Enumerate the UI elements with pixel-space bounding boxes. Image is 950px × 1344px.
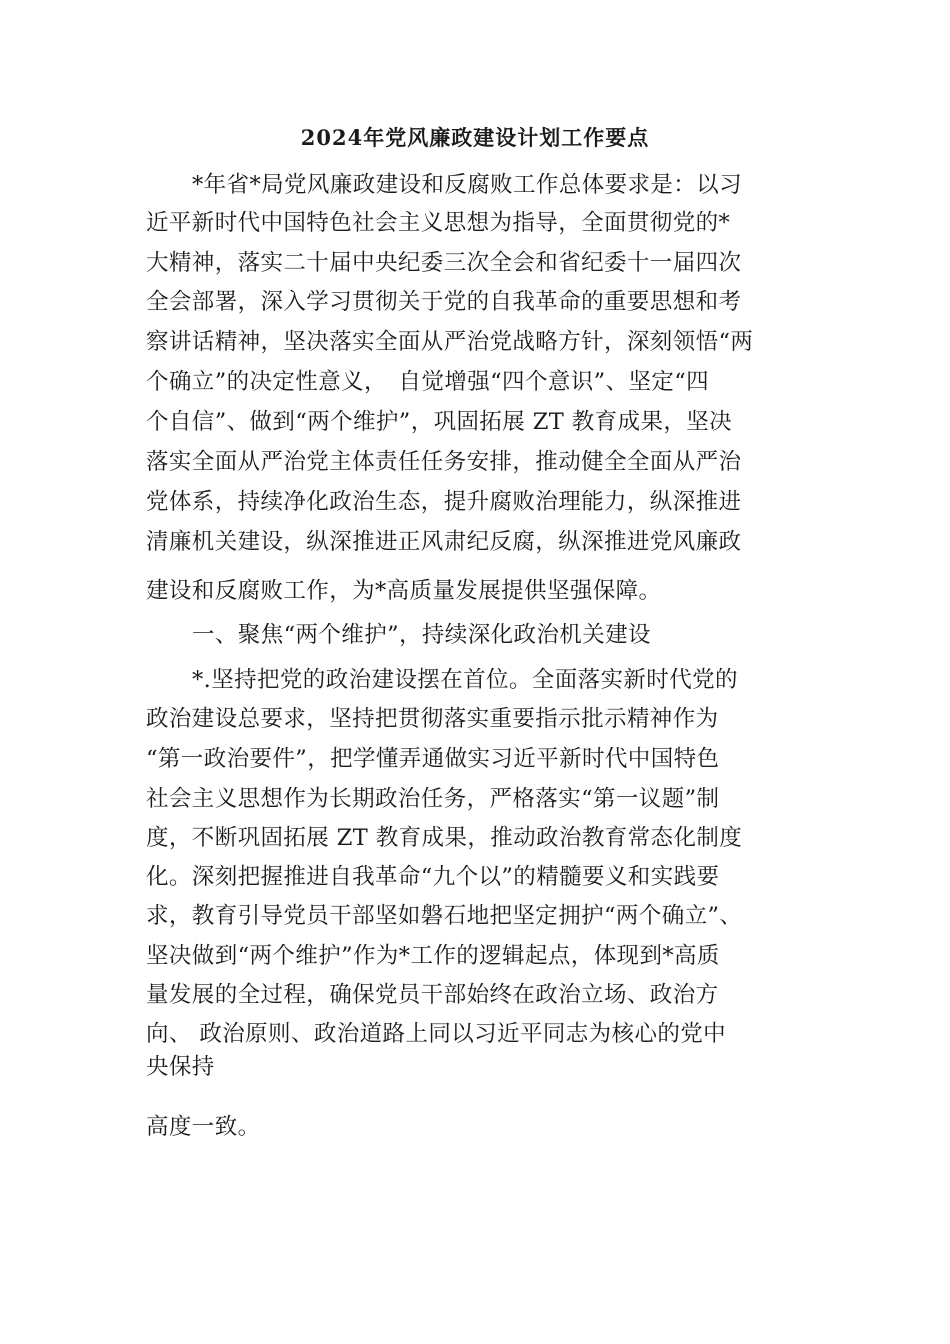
paragraph-line: 高度一致。 (146, 1114, 261, 1140)
paragraph-line: 全会部署，深入学习贯彻关于党的自我革命的重要思想和考 (146, 289, 742, 315)
paragraph-line: 个确立”的决定性意义， 自觉增强“四个意识”、坚定“四 (146, 369, 710, 395)
paragraph-line: *年省*局党风廉政建设和反腐败工作总体要求是：以习 (192, 172, 743, 198)
paragraph-line: 大精神，落实二十届中央纪委三次全会和省纪委十一届四次 (146, 250, 742, 276)
paragraph-line: 落实全面从严治党主体责任任务安排，推动健全全面从严治 (146, 449, 742, 475)
paragraph-line: 政治建设总要求，坚持把贯彻落实重要指示批示精神作为 (146, 706, 719, 732)
paragraph-line: 近平新时代中国特色社会主义思想为指导，全面贯彻党的* (146, 210, 731, 236)
paragraph-line: 化。深刻把握推进自我革命“九个以”的精髓要义和实践要 (146, 864, 720, 890)
paragraph-line: 度，不断巩固拓展 ZT 教育成果，推动政治教育常态化制度 (146, 825, 743, 851)
document-title: 2024年党风廉政建设计划工作要点 (300, 125, 650, 150)
paragraph-line: 央保持 (146, 1054, 215, 1080)
paragraph-line: 个自信”、做到“两个维护”，巩固拓展 ZT 教育成果，坚决 (146, 409, 733, 435)
paragraph-line: “第一政治要件”，把学懂弄通做实习近平新时代中国特色 (146, 746, 720, 772)
paragraph-line: 建设和反腐败工作，为*高质量发展提供坚强保障。 (146, 578, 662, 604)
paragraph-line: 坚决做到“两个维护”作为*工作的逻辑起点，体现到*高质 (146, 943, 720, 969)
paragraph-line: 向、 政治原则、政治道路上同以习近平同志为核心的党中 (146, 1021, 727, 1047)
paragraph-line: 量发展的全过程，确保党员干部始终在政治立场、政治方 (146, 982, 719, 1008)
section-heading: 一、聚焦“两个维护”，持续深化政治机关建设 (192, 622, 651, 648)
paragraph-line: 察讲话精神，坚决落实全面从严治党战略方针，深刻领悟“两 (146, 329, 754, 355)
paragraph-line: *.坚持把党的政治建设摆在首位。全面落实新时代党的 (192, 667, 738, 693)
paragraph-line: 清廉机关建设，纵深推进正风肃纪反腐，纵深推进党风廉政 (146, 529, 742, 555)
paragraph-line: 社会主义思想作为长期政治任务，严格落实“第一议题”制 (146, 786, 720, 812)
paragraph-line: 求，教育引导党员干部坚如磐石地把坚定拥护“两个确立”、 (146, 903, 743, 929)
paragraph-line: 党体系，持续净化政治生态，提升腐败治理能力，纵深推进 (146, 489, 742, 515)
